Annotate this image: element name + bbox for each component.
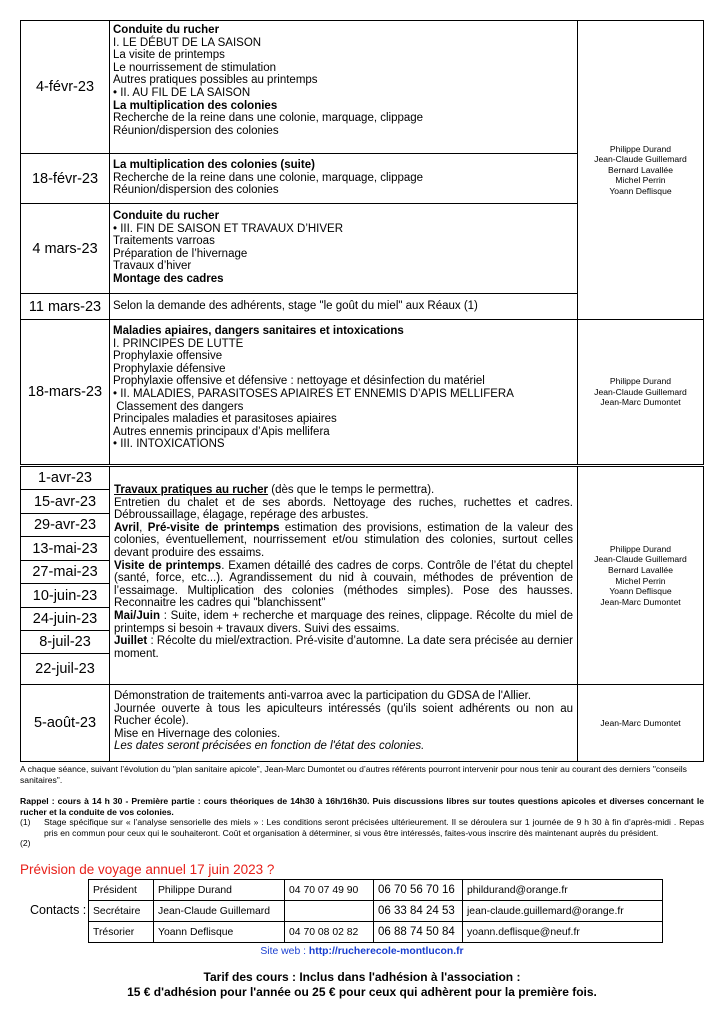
contact-email[interactable]: jean-claude.guillemard@orange.fr (463, 901, 663, 922)
avril-label: Avril (114, 521, 140, 534)
avril-text: estimation des provisions, estimation de la valeur des colonies, éventuellement, nourrissement et/ou stimulation des colonies, surtout celles devant produire des essaims. (114, 521, 573, 559)
contacts-label: Contacts : (30, 903, 87, 917)
intervenant-name: Jean-Marc Dumontet (600, 596, 681, 607)
practical-date-cell (20, 560, 110, 584)
intervenant-name: Jean-Claude Guillemard (594, 154, 687, 165)
session-line: Prophylaxie offensive (113, 350, 223, 363)
session-line: Traitements varroas (113, 235, 215, 248)
session-line: Principales maladies et parasitoses apiaires (113, 413, 337, 426)
session-heading: Conduite du rucher (113, 24, 220, 36)
intervenant-name: Philippe Durand (609, 143, 672, 154)
session-content (109, 319, 578, 465)
juillet-text: : Récolte du miel/extraction. Pré-visite d’automne. La date sera précisée au dernier moment. (114, 635, 573, 660)
session-date: 18-févr-23 (31, 170, 99, 187)
intervenant-name: Michel Perrin (615, 175, 666, 186)
contact-name: Jean-Claude Guillemard (154, 901, 285, 922)
contact-name: Philippe Durand (154, 880, 285, 901)
juillet-label: Juillet (114, 635, 148, 648)
session-heading: Montage des cadres (113, 272, 224, 285)
footnote-1-text: Stage spécifique sur « l’analyse sensorielle des miels » : Les conditions seront précisées ultérieurement. Il se déroulera sur 1 journée de 9 h 30 à fin d’après-midi . Repas pris en commun pour ceux qui le souhaiteront. Coût et organisation à déterminer, si vous être intéressés, faites-vous inscrire dès maintenant auprès du président. (44, 817, 704, 838)
session-line: Classement des dangers (113, 400, 244, 413)
contact-row (89, 880, 663, 901)
footnote-2-label: (2) (20, 838, 31, 848)
contact-role: Secrétaire (89, 901, 154, 922)
session-line: Prophylaxie offensive et défensive : nettoyage et désinfection du matériel (113, 375, 485, 388)
practical-visite (114, 560, 573, 610)
contact-phone-fixed (285, 901, 374, 922)
intervenants-cell (577, 684, 704, 762)
practical-mai (114, 610, 573, 635)
practical-date: 8-juil-23 (39, 634, 91, 650)
contact-phone-mobile: 06 70 56 70 16 (374, 880, 463, 901)
session-line: Le nourrissement de stimulation (113, 61, 276, 74)
intervenants-cell (577, 319, 704, 465)
session-line: • III. INTOXICATIONS (113, 438, 225, 451)
contact-phone-fixed: 04 70 07 49 90 (285, 880, 374, 901)
avril-sep: , (139, 521, 148, 534)
intervenant-name: Bernard Lavallée (608, 564, 673, 575)
session-line: Selon la demande des adhérents, stage "le goût du miel" aux Réaux (1) (113, 300, 478, 312)
contact-row (89, 901, 663, 922)
contact-phone-fixed: 04 70 08 02 82 (285, 922, 374, 943)
session-date-cell (20, 293, 110, 320)
footnote-1 (20, 817, 704, 838)
intervenants-cell (577, 20, 704, 320)
practical-date: 10-juin-23 (32, 587, 98, 604)
session-line: Recherche de la reine dans une colonie, marquage, clippage (113, 171, 424, 184)
practical-date-cell (20, 653, 110, 685)
session-line: Prophylaxie défensive (113, 362, 226, 375)
session-line: I. LE DÉBUT DE LA SAISON (113, 36, 262, 49)
contact-email[interactable]: phildurand@orange.fr (463, 880, 663, 901)
practical-date-cell (20, 583, 110, 608)
mai-text: : Suite, idem + recherche et marquage des reines, clippage. Récolte du miel de printemps si besoin + travaux divers. Suivi des essaims. (114, 609, 573, 635)
intervenants-cell (577, 466, 704, 685)
intervenant-name: Yoann Deflisque (609, 185, 672, 196)
session-content (109, 684, 578, 762)
practical-date-cell (20, 630, 110, 654)
intervenant-name: Jean-Marc Dumontet (600, 397, 681, 408)
practical-date-cell (20, 536, 110, 561)
practical-intro: Entretien du chalet et de ses abords. Nettoyage des ruches, ruchettes et cadres. Débroussaillage, élagage, repérage des arbustes. (114, 496, 573, 522)
session-line: Réunion/dispersion des colonies (113, 124, 279, 137)
session-line: Mise en Hivernage des colonies. (114, 727, 281, 740)
contact-email[interactable]: yoann.deflisque@neuf.fr (463, 922, 663, 943)
visite-text: . Examen détaillé des cadres de corps. Contrôle de l’état du cheptel (santé, force, etc...). Agrandissement du nid à couvain, méthodes de prévention de l’essaimage. Multiplication des colonies (méthodes simples). Pose des hausses. Reconnaitre les cadres qui "blanchissent" (114, 559, 573, 610)
contact-row (89, 922, 663, 943)
session-line: • II. MALADIES, PARASITOSES APIAIRES ET ENNEMIS D’APIS MELLIFERA (113, 387, 514, 400)
intervenant-name: Michel Perrin (615, 575, 666, 586)
session-line: Travaux d’hiver (113, 260, 192, 273)
contacts-table (88, 879, 663, 943)
intervenant-name: Jean-Claude Guillemard (594, 386, 687, 397)
practical-date-cell (20, 466, 110, 490)
practical-juillet (114, 635, 573, 660)
practical-date: 22-juil-23 (35, 661, 95, 677)
session-date-cell (20, 203, 110, 294)
session-line: I. PRINCIPES DE LUTTE (113, 337, 244, 350)
session-content (109, 203, 578, 294)
session-heading: Maladies apiaires, dangers sanitaires et intoxications (113, 325, 404, 337)
session-content (109, 153, 578, 204)
intervenant-name: Philippe Durand (609, 543, 672, 554)
intervenant-name: Bernard Lavallée (608, 164, 673, 175)
mai-label: Mai/Juin (114, 609, 161, 622)
practical-date-cell (20, 513, 110, 537)
session-line: Autres pratiques possibles au printemps (113, 74, 318, 87)
session-line: Réunion/dispersion des colonies (113, 184, 279, 197)
session-date: 5-août-23 (33, 715, 97, 731)
contact-role: Président (89, 880, 154, 901)
rappel-note: Rappel : cours à 14 h 30 - Première partie : cours théoriques de 14h30 à 16h/16h30. Puis discussions libres sur toutes questions apicoles et diverses concernant le rucher et la conduite de vos colonies. (20, 796, 704, 817)
contact-name: Yoann Deflisque (154, 922, 285, 943)
contact-phone-mobile: 06 88 74 50 84 (374, 922, 463, 943)
session-line: Autres ennemis principaux d’Apis mellifera (113, 425, 330, 438)
session-line: • III. FIN DE SAISON ET TRAVAUX D’HIVER (113, 222, 344, 235)
site-label: Site web : (260, 946, 309, 957)
practical-date: 27-mai-23 (32, 564, 98, 580)
session-heading: La multiplication des colonies (suite) (113, 159, 315, 171)
intervenant-name: Philippe Durand (609, 376, 672, 387)
voyage-note: Prévision de voyage annuel 17 juin 2023 ? (20, 862, 275, 877)
session-line: • II. AU FIL DE LA SAISON (113, 86, 251, 99)
practical-title-para (114, 484, 573, 497)
practical-date: 29-avr-23 (33, 517, 97, 533)
session-content (109, 20, 578, 154)
session-heading: Conduite du rucher (113, 210, 220, 222)
site-web (0, 946, 724, 957)
visite-label: Visite de printemps (114, 559, 222, 572)
session-line: Démonstration de traitements anti-varroa avec la participation du GDSA de l'Allier. (114, 690, 532, 702)
practical-date: 24-juin-23 (32, 611, 98, 627)
session-date: 11 mars-23 (28, 298, 102, 315)
tarif-line-2: 15 € d'adhésion pour l'année ou 25 € pour ceux qui adhèrent pour la première fois. (127, 985, 597, 999)
sanitaire-note: A chaque séance, suivant l’évolution du "plan sanitaire apicole", Jean-Marc Dumontet ou d’autres référents pourront intervenir pour nous tenir au courant des derniers "conseils sanitaires". (20, 764, 687, 785)
notes-block (20, 764, 704, 864)
practical-avril (114, 522, 573, 560)
practical-date: 1-avr-23 (38, 470, 92, 486)
practical-date: 13-mai-23 (32, 540, 98, 557)
practical-date: 15-avr-23 (33, 493, 97, 510)
tarif-line-1: Tarif des cours : Inclus dans l'adhésion à l'association : (203, 970, 521, 984)
avril-bold: Pré-visite de printemps (147, 521, 280, 534)
site-link[interactable]: http://rucherecole-montlucon.fr (308, 946, 464, 957)
practical-content (109, 466, 578, 685)
session-date-cell (20, 153, 110, 204)
session-date: 18-mars-23 (27, 384, 103, 400)
intervenant-name: Jean-Marc Dumontet (600, 717, 681, 728)
practical-date-cell (20, 489, 110, 514)
practical-title: Travaux pratiques au rucher (114, 484, 269, 496)
session-date-cell (20, 684, 110, 762)
intervenant-name: Yoann Deflisque (609, 586, 672, 597)
session-italic-note: Les dates seront précisées en fonction de l'état des colonies. (114, 740, 425, 753)
session-line: Préparation de l’hivernage (113, 247, 248, 260)
session-date-cell (20, 20, 110, 154)
contact-phone-mobile: 06 33 84 24 53 (374, 901, 463, 922)
session-line: Journée ouverte à tous les apiculteurs intéressés (qu'ils soient adhérents ou non au Rucher école). (114, 702, 573, 728)
practical-title-rest: (dès que le temps le permettra). (268, 484, 435, 496)
session-date: 4 mars-23 (32, 240, 98, 257)
session-date-cell (20, 319, 110, 465)
session-heading: La multiplication des colonies (113, 99, 278, 112)
session-content (109, 293, 578, 320)
practical-date-cell (20, 607, 110, 631)
contact-role: Trésorier (89, 922, 154, 943)
intervenant-name: Jean-Claude Guillemard (594, 554, 687, 565)
session-line: La visite de printemps (113, 49, 225, 62)
session-date: 4-févr-23 (35, 79, 95, 95)
footnote-1-label: (1) (20, 817, 31, 827)
session-line: Recherche de la reine dans une colonie, marquage, clippage (113, 112, 424, 125)
